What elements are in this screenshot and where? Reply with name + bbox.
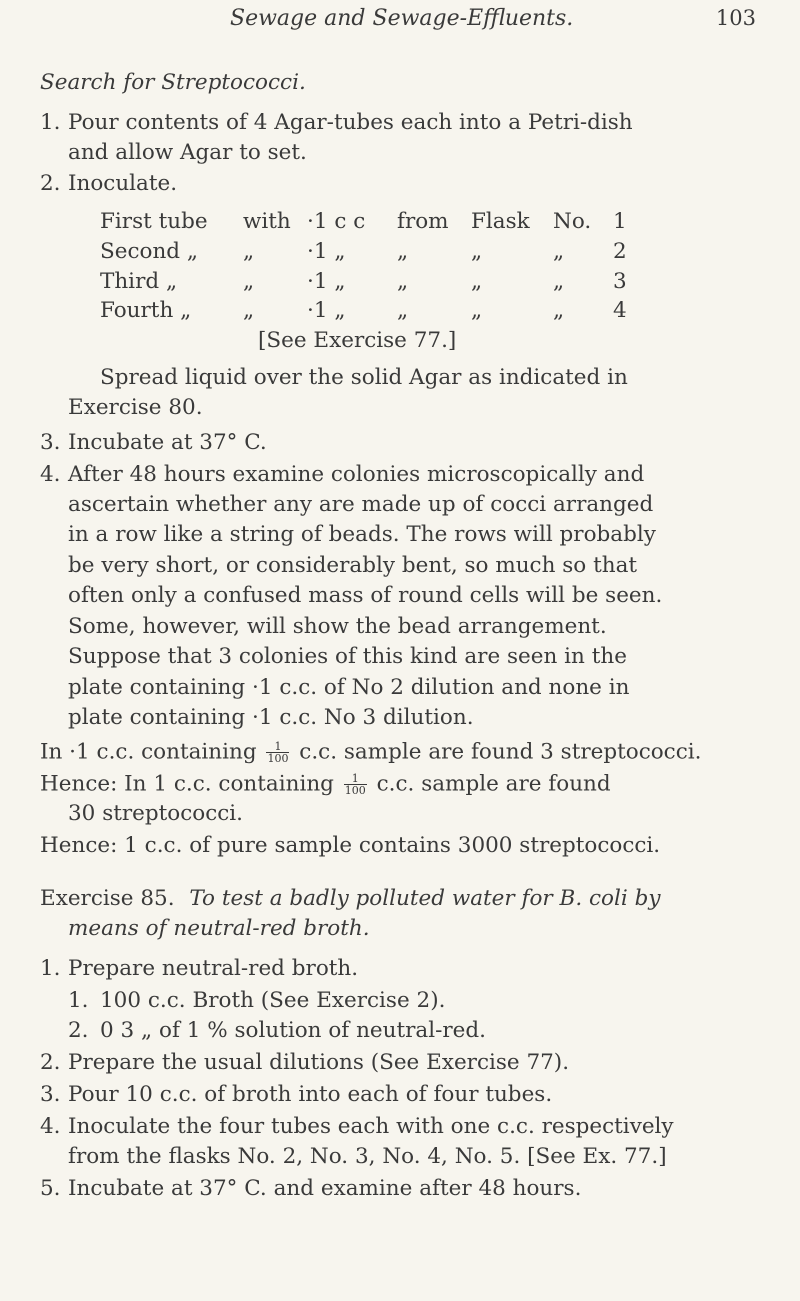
flask-cell: „ bbox=[471, 269, 483, 294]
calc-line-1-pre: In ·1 c.c. containing bbox=[40, 739, 257, 765]
calc-line-1 bbox=[40, 741, 701, 764]
ex85-step-number: 5. bbox=[40, 1176, 61, 1201]
amount-cell: ·1 „ bbox=[307, 239, 346, 264]
step-4-line: plate containing ·1 c.c. No 3 dilution. bbox=[68, 705, 474, 730]
step-3-text: Incubate at 37° C. bbox=[68, 430, 267, 455]
ex85-step-number: 2. bbox=[40, 1050, 61, 1075]
calc-line-1-post: c.c. sample are found 3 streptococci. bbox=[299, 739, 702, 765]
running-title: Sewage and Sewage-Effluents. bbox=[230, 6, 574, 31]
no-cell: „ bbox=[553, 269, 565, 294]
calc-line-3: 30 streptococci. bbox=[68, 801, 243, 826]
calc-line-2 bbox=[40, 773, 611, 796]
see-exercise-note: [See Exercise 77.] bbox=[258, 328, 457, 353]
flask-cell: „ bbox=[471, 298, 483, 323]
step-4-line: Some, however, will show the bead arrangement. bbox=[68, 614, 607, 639]
amount-cell: ·1 „ bbox=[307, 298, 346, 323]
exercise-85-heading bbox=[40, 888, 660, 910]
ex85-step-text: from the flasks No. 2, No. 3, No. 4, No. 5. [See Ex. 77.] bbox=[68, 1144, 667, 1169]
from-cell: from bbox=[397, 209, 449, 234]
spread-line-1: Spread liquid over the solid Agar as indicated in bbox=[100, 365, 628, 390]
step-2-text: Inoculate. bbox=[68, 171, 178, 196]
with-cell: „ bbox=[243, 269, 255, 294]
tube-cell: Third „ bbox=[100, 269, 178, 294]
amount-cell: ·1 c c bbox=[307, 209, 366, 234]
step-3-number: 3. bbox=[40, 430, 61, 455]
step-2-number: 2. bbox=[40, 171, 61, 196]
from-cell: „ bbox=[397, 239, 409, 264]
step-4-number: 4. bbox=[40, 462, 61, 487]
fraction-numerator: 1 bbox=[266, 741, 289, 753]
step-1-line-1: Pour contents of 4 Agar-tubes each into a Petri-dish bbox=[68, 110, 633, 135]
fraction-denominator: 100 bbox=[267, 752, 289, 765]
with-cell: „ bbox=[243, 298, 255, 323]
ex85-step-text: Pour 10 c.c. of broth into each of four tubes. bbox=[68, 1082, 553, 1107]
fraction-denominator: 100 bbox=[344, 784, 366, 797]
flask-number-cell: 4 bbox=[613, 298, 627, 323]
fraction-numerator: 1 bbox=[344, 773, 367, 785]
ex85-step-number: 3. bbox=[40, 1082, 61, 1107]
ex85-step-text: Inoculate the four tubes each with one c.c. respectively bbox=[68, 1114, 674, 1139]
step-4-line: plate containing ·1 c.c. of No 2 dilution and none in bbox=[68, 675, 630, 700]
step-4-line: in a row like a string of beads. The rows will probably bbox=[68, 522, 656, 547]
ex85-substep-text: 0 3 „ of 1 % solution of neutral-red. bbox=[100, 1018, 486, 1043]
ex85-step-number: 1. bbox=[40, 956, 61, 981]
fraction bbox=[266, 741, 289, 764]
spread-line-2: Exercise 80. bbox=[68, 395, 203, 420]
step-4-line: be very short, or considerably bent, so much so that bbox=[68, 553, 638, 578]
flask-number-cell: 1 bbox=[613, 209, 627, 234]
flask-cell: „ bbox=[471, 239, 483, 264]
calc-line-2-pre: Hence: In 1 c.c. containing bbox=[40, 771, 334, 797]
from-cell: „ bbox=[397, 298, 409, 323]
no-cell: „ bbox=[553, 239, 565, 264]
from-cell: „ bbox=[397, 269, 409, 294]
ex85-substep-number: 1. bbox=[68, 988, 89, 1013]
flask-number-cell: 3 bbox=[613, 269, 627, 294]
section-title: Search for Streptococci. bbox=[40, 70, 306, 95]
calc-line-2-post: c.c. sample are found bbox=[376, 771, 611, 797]
fraction bbox=[344, 773, 367, 796]
tube-cell: First tube bbox=[100, 209, 208, 234]
no-cell: „ bbox=[553, 298, 565, 323]
ex85-substep-text: 100 c.c. Broth (See Exercise 2). bbox=[100, 988, 446, 1013]
amount-cell: ·1 „ bbox=[307, 269, 346, 294]
flask-cell: Flask bbox=[471, 209, 530, 234]
ex85-step-text: Incubate at 37° C. and examine after 48 hours. bbox=[68, 1176, 582, 1201]
flask-number-cell: 2 bbox=[613, 239, 627, 264]
no-cell: No. bbox=[553, 209, 592, 234]
step-4-line: Suppose that 3 colonies of this kind are seen in the bbox=[68, 644, 627, 669]
exercise-label: Exercise 85. bbox=[40, 886, 175, 911]
exercise-title-line-2: means of neutral-red broth. bbox=[68, 916, 370, 941]
step-1-number: 1. bbox=[40, 110, 61, 135]
tube-cell: Second „ bbox=[100, 239, 199, 264]
page-number: 103 bbox=[715, 6, 756, 30]
step-1-line-2: and allow Agar to set. bbox=[68, 140, 307, 165]
tube-cell: Fourth „ bbox=[100, 298, 192, 323]
ex85-substep-number: 2. bbox=[68, 1018, 89, 1043]
ex85-step-text: Prepare the usual dilutions (See Exercise 77). bbox=[68, 1050, 570, 1075]
calc-line-4: Hence: 1 c.c. of pure sample contains 3000 streptococci. bbox=[40, 833, 661, 858]
ex85-step-text: Prepare neutral-red broth. bbox=[68, 956, 359, 981]
step-4-line: ascertain whether any are made up of cocci arranged bbox=[68, 492, 654, 517]
step-4-line: often only a confused mass of round cells will be seen. bbox=[68, 583, 663, 608]
step-4-line: After 48 hours examine colonies microscopically and bbox=[68, 462, 645, 487]
exercise-title-line-1: To test a badly polluted water for B. coli by bbox=[189, 886, 661, 911]
with-cell: with bbox=[243, 209, 291, 234]
page-header bbox=[0, 6, 800, 46]
with-cell: „ bbox=[243, 239, 255, 264]
ex85-step-number: 4. bbox=[40, 1114, 61, 1139]
